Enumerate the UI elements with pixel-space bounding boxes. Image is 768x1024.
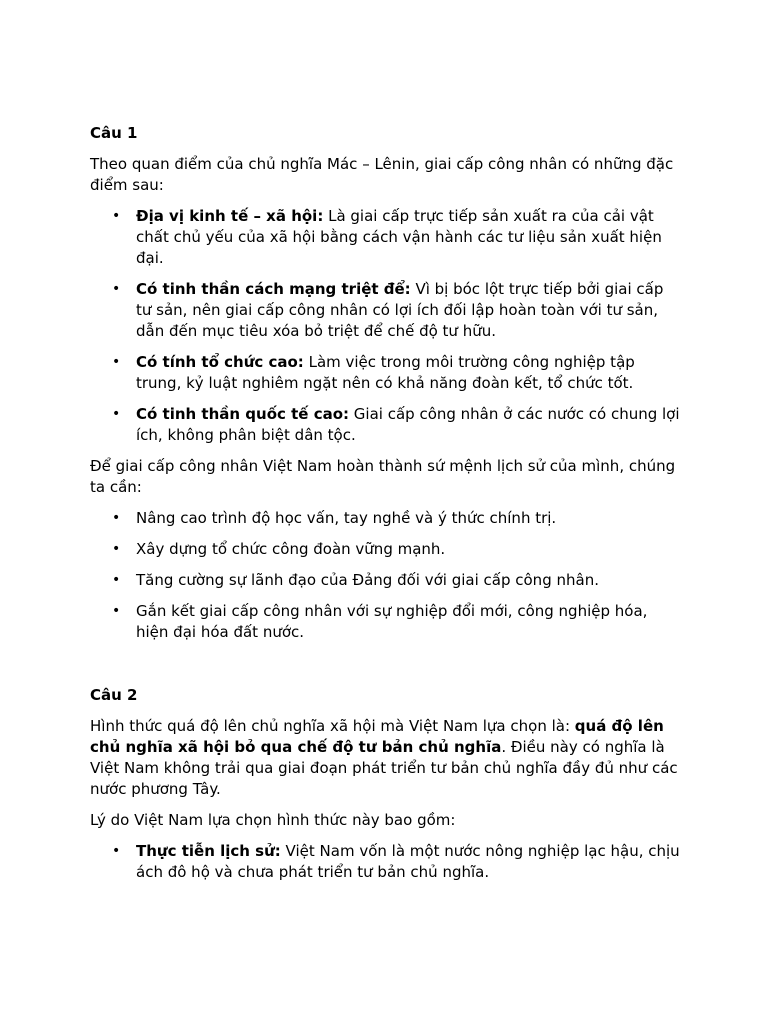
item-title: Có tinh thần quốc tế cao: [136, 405, 350, 423]
list-item [112, 206, 682, 269]
item-text: Nâng cao trình độ học vấn, tay nghề và ý thức chính trị. [136, 509, 557, 527]
characteristics-list [90, 206, 682, 446]
actions-list [90, 508, 682, 643]
section-1-intro: Theo quan điểm của chủ nghĩa Mác – Lênin, giai cấp công nhân có những đặc điểm sau: [90, 155, 674, 194]
bullet-icon: • [112, 281, 121, 297]
list-item [112, 601, 682, 643]
bullet-icon: • [112, 603, 121, 619]
list-item [112, 841, 682, 883]
document-content [90, 123, 682, 893]
bullet-icon: • [112, 541, 121, 557]
intro-text: Hình thức quá độ lên chủ nghĩa xã hội mà Việt Nam lựa chọn là: [90, 717, 575, 735]
item-title: Địa vị kinh tế – xã hội: [136, 207, 324, 225]
bullet-icon: • [112, 572, 121, 588]
section-2-heading: Câu 2 [90, 686, 138, 704]
item-text: Vì bị bóc lột trực tiếp bởi giai cấp tư sản, nên giai cấp công nhân có lợi ích đối lập hoàn toàn với tư sản, dẫn đến mục tiêu xóa bỏ triệt để chế độ tư hữu. [136, 280, 664, 340]
reasons-list [90, 841, 682, 883]
item-text: Gắn kết giai cấp công nhân với sự nghiệp đổi mới, công nghiệp hóa, hiện đại hóa đất nước. [136, 602, 648, 641]
item-text: Là giai cấp trực tiếp sản xuất ra của cải vật chất chủ yếu của xã hội bằng cách vận hành các tư liệu sản xuất hiện đại. [136, 207, 662, 267]
item-text: Việt Nam vốn là một nước nông nghiệp lạc hậu, chịu ách đô hộ và chưa phát triển tư bản chủ nghĩa. [136, 842, 680, 881]
list-item [112, 352, 682, 394]
mission-intro: Để giai cấp công nhân Việt Nam hoàn thành sứ mệnh lịch sử của mình, chúng ta cần: [90, 457, 676, 496]
list-item [112, 508, 682, 529]
bullet-icon: • [112, 510, 121, 526]
bullet-icon: • [112, 843, 121, 859]
intro-emphasis: quá độ lên chủ nghĩa xã hội bỏ qua chế độ tư bản chủ nghĩa [90, 717, 664, 756]
list-item [112, 404, 682, 446]
section-1-heading: Câu 1 [90, 124, 138, 142]
item-text: Giai cấp công nhân ở các nước có chung lợi ích, không phân biệt dân tộc. [136, 405, 680, 444]
item-title: Thực tiễn lịch sử: [136, 842, 281, 860]
item-text: Tăng cường sự lãnh đạo của Đảng đối với giai cấp công nhân. [136, 571, 599, 589]
intro-text-end: . Điều này có nghĩa là Việt Nam không trải qua giai đoạn phát triển tư bản chủ nghĩa đầy đủ như các nước phương Tây. [90, 738, 678, 798]
item-title: Có tính tổ chức cao: [136, 353, 304, 371]
list-item [112, 539, 682, 560]
list-item [112, 570, 682, 591]
item-text: Làm việc trong môi trường công nghiệp tập trung, kỷ luật nghiêm ngặt nên có khả năng đoàn kết, tổ chức tốt. [136, 353, 635, 392]
section-2-intro [90, 716, 682, 800]
bullet-icon: • [112, 354, 121, 370]
reasons-intro: Lý do Việt Nam lựa chọn hình thức này bao gồm: [90, 811, 456, 829]
item-text: Xây dựng tổ chức công đoàn vững mạnh. [136, 540, 446, 558]
bullet-icon: • [112, 208, 121, 224]
section-spacer [90, 653, 682, 685]
bullet-icon: • [112, 406, 121, 422]
list-item [112, 279, 682, 342]
item-title: Có tinh thần cách mạng triệt để: [136, 280, 411, 298]
